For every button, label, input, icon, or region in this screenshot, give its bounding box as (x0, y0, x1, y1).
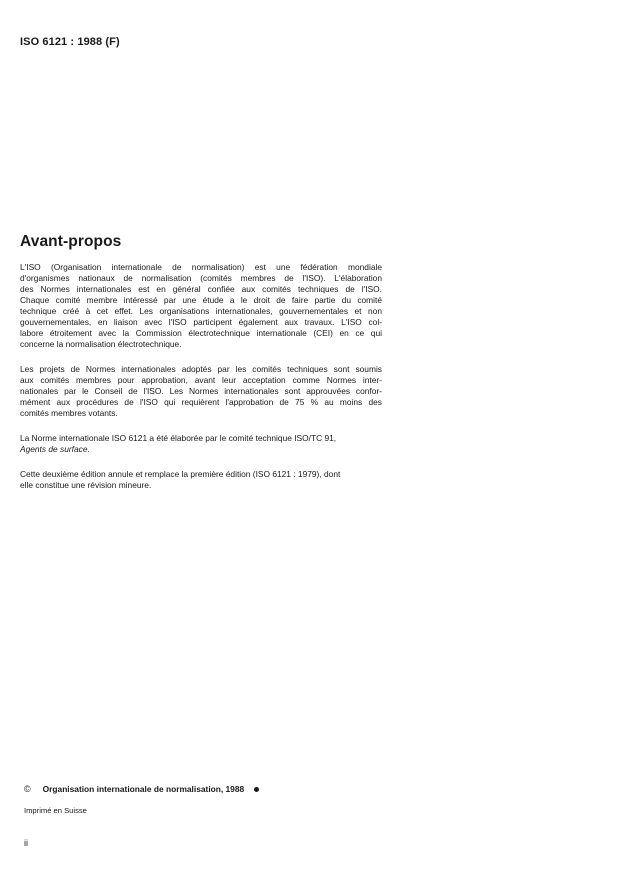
text-line: Les projets de Normes internationales adoptés par les comités techniques sont soumis (20, 364, 382, 374)
paragraph-edition-note (20, 469, 382, 491)
page-number: ii (24, 838, 28, 848)
text-line: technique créé à cet effet. Les organisations internationales, gouvernementales et non (20, 306, 382, 316)
text-line: elle constitue une révision mineure. (20, 480, 152, 490)
text-line: aux comités membres pour approbation, avant leur acceptation comme Normes inter- (20, 375, 382, 385)
text-line: L'ISO (Organisation internationale de normalisation) est une fédération mondiale (20, 262, 382, 272)
text-line: concerne la normalisation électrotechnique. (20, 339, 182, 349)
bullet-icon (254, 787, 259, 792)
document-code: ISO 6121 : 1988 (F) (20, 36, 120, 48)
text-line: mément aux procédures de l'ISO qui requièrent l'approbation de 75 % au moins des (20, 397, 382, 407)
foreword-body (20, 262, 382, 491)
text-line: des Normes internationales est en général confiée aux comités techniques de l'ISO. (20, 284, 382, 294)
text-line: nationales par le Conseil de l'ISO. Les Normes internationales sont approuvées confor- (20, 386, 382, 396)
text-line: La Norme internationale ISO 6121 a été élaborée par le comité technique ISO/TC 91, (20, 433, 337, 443)
copyright-icon: © (24, 784, 31, 794)
paragraph-approval-process (20, 364, 382, 419)
foreword-title: Avant-propos (20, 233, 122, 250)
copyright-notice (24, 784, 259, 794)
committee-name: Agents de surface. (20, 444, 90, 454)
printed-location: Imprimé en Suisse (24, 806, 87, 815)
text-line: comités membres votants. (20, 408, 118, 418)
paragraph-iso-intro (20, 262, 382, 350)
text-line: labore étroitement avec la Commission électrotechnique internationale (CEI) en ce qui (20, 328, 382, 338)
paragraph-technical-committee (20, 433, 382, 455)
text-line: gouvernementales, en liaison avec l'ISO participent également aux travaux. L'ISO col- (20, 317, 382, 327)
text-line: Cette deuxième édition annule et remplace la première édition (ISO 6121 : 1979), dont (20, 469, 341, 479)
text-line: d'organismes nationaux de normalisation (comités membres de l'ISO). L'élaboration (20, 273, 382, 283)
copyright-text: Organisation internationale de normalisation, 1988 (42, 784, 245, 794)
text-line: Chaque comité membre intéressé par une étude a le droit de faire partie du comité (20, 295, 382, 305)
